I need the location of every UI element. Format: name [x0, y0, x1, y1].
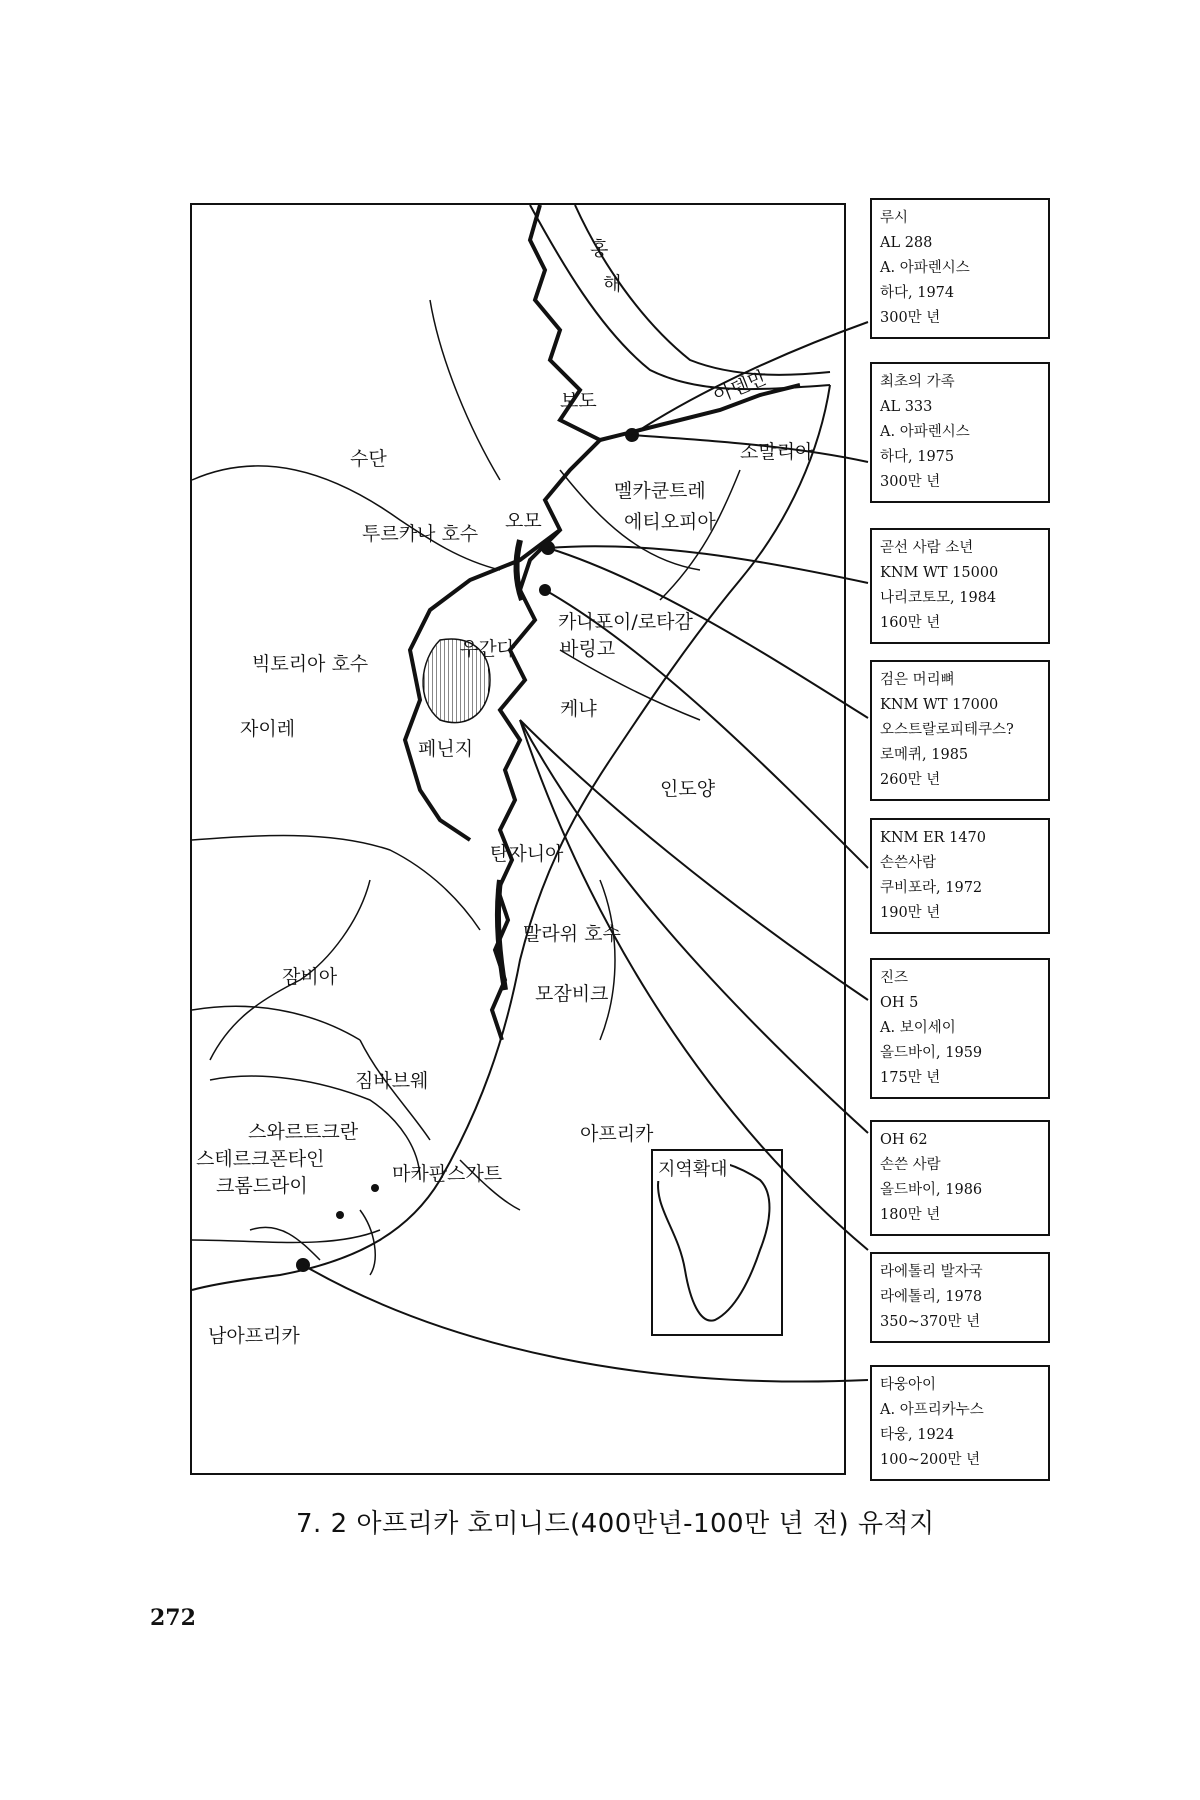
- site-location: 타웅, 1924: [880, 1427, 955, 1443]
- site-specimen: OH 5: [880, 995, 919, 1011]
- site-age: 180만 년: [880, 1207, 941, 1223]
- site-specimen: OH 62: [880, 1132, 928, 1148]
- leader-lines: [303, 322, 868, 1382]
- map-label-kenya: 케냐: [560, 698, 597, 720]
- site-species: A. 아프리카누스: [880, 1402, 984, 1418]
- site-age: 260만 년: [880, 772, 941, 788]
- site-box-first-family: [870, 362, 1050, 503]
- site-box-zinj: [870, 958, 1050, 1099]
- site-location: 하다, 1975: [880, 449, 955, 465]
- figure-caption: 7. 2 아프리카 호미니드(400만년-100만 년 전) 유적지: [296, 1509, 935, 1539]
- map-label-somalia: 소말리아: [740, 441, 814, 463]
- site-specimen: AL 333: [880, 399, 933, 415]
- map-label-sterkfontein: 스테르크폰타인: [196, 1148, 325, 1170]
- site-specimen: AL 288: [880, 235, 933, 251]
- site-specimen: KNM ER 1470: [880, 830, 986, 846]
- map-label-mozambique: 모잠비크: [535, 983, 609, 1005]
- map-label-zimbabwe: 짐바브웨: [355, 1070, 429, 1092]
- map-label-swartkrans: 스와르트크란: [248, 1121, 359, 1143]
- site-species: 오스트랄로피테쿠스?: [880, 722, 1014, 738]
- map-label-red-sea-2: 해: [603, 273, 622, 295]
- site-box-turkana-boy: [870, 528, 1050, 644]
- site-box-er1470: [870, 818, 1050, 934]
- site-location: 나리코토모, 1984: [880, 590, 997, 606]
- map-label-zambia: 잠비아: [282, 966, 338, 988]
- site-age: 300만 년: [880, 474, 941, 490]
- map-label-melka: 멜카쿤트레: [614, 480, 706, 502]
- site-location: 올드바이, 1959: [880, 1045, 983, 1061]
- site-species: A. 아파렌시스: [880, 260, 970, 276]
- site-name: 진즈: [880, 970, 909, 986]
- site-markers: [296, 428, 639, 1272]
- site-age: 160만 년: [880, 615, 941, 631]
- map-label-penenji: 페닌지: [418, 738, 474, 760]
- site-box-lucy: [870, 198, 1050, 339]
- map-label-kanapoi: 카나포이/로타감: [558, 611, 693, 633]
- map-label-malawi: 말라위 호수: [523, 923, 621, 945]
- map-label-makapansgat: 마카판스가트: [392, 1163, 503, 1185]
- map-label-zaire: 자이레: [240, 718, 296, 740]
- map-label-omo: 오모: [505, 510, 542, 532]
- map-label-kromdraai: 크롬드라이: [216, 1175, 308, 1197]
- site-name: 타웅아이: [880, 1377, 937, 1393]
- site-age: 175만 년: [880, 1070, 941, 1086]
- map-label-bodo: 보도: [560, 390, 597, 412]
- site-species: 손쓴 사람: [880, 1157, 941, 1173]
- site-location: 쿠비포라, 1972: [880, 880, 983, 896]
- map-label-south-africa: 남아프리카: [208, 1325, 300, 1347]
- site-box-laetoli: [870, 1252, 1050, 1343]
- map-label-ethiopia: 에티오피아: [624, 511, 716, 533]
- site-location: 로메퀴, 1985: [880, 747, 969, 763]
- site-name: 검은 머리뼈: [880, 672, 955, 688]
- marker-swartkrans: [336, 1211, 344, 1219]
- site-species: 손쓴사람: [880, 855, 937, 871]
- site-location: 라에톨리, 1978: [880, 1289, 983, 1305]
- map-label-africa: 아프리카: [580, 1123, 654, 1145]
- site-box-oh62: [870, 1120, 1050, 1236]
- site-species: A. 아파렌시스: [880, 424, 970, 440]
- site-name: 라에톨리 발자국: [880, 1264, 983, 1280]
- site-species: A. 보이세이: [880, 1020, 956, 1036]
- site-age: 190만 년: [880, 905, 941, 921]
- site-name: 곧선 사람 소년: [880, 540, 974, 556]
- site-specimen: KNM WT 15000: [880, 565, 999, 581]
- site-box-taung: [870, 1365, 1050, 1481]
- site-location: 올드바이, 1986: [880, 1182, 983, 1198]
- site-location: 하다, 1974: [880, 285, 955, 301]
- map-label-indian-ocean: 인도양: [660, 778, 716, 800]
- site-age: 300만 년: [880, 310, 941, 326]
- marker-makapansgat: [371, 1184, 379, 1192]
- inset-label: 지역확대: [656, 1155, 730, 1181]
- map-label-tanzania: 탄자니아: [490, 843, 564, 865]
- site-box-black-skull: [870, 660, 1050, 801]
- map-label-turkana: 투르카나 호수: [362, 523, 479, 545]
- page-number: 272: [150, 1605, 196, 1631]
- map-label-red-sea-1: 홍: [590, 238, 609, 260]
- map-label-aden: 아덴만: [710, 366, 770, 408]
- site-age: 100~200만 년: [880, 1452, 981, 1468]
- site-name: 루시: [880, 210, 909, 226]
- map-label-uganda: 우간다: [460, 638, 516, 660]
- map-label-victoria: 빅토리아 호수: [252, 653, 369, 675]
- site-specimen: KNM WT 17000: [880, 697, 999, 713]
- site-name: 최초의 가족: [880, 374, 955, 390]
- site-age: 350~370만 년: [880, 1314, 981, 1330]
- map-label-sudan: 수단: [350, 448, 387, 470]
- map-label-baringo: 바링고: [560, 638, 616, 660]
